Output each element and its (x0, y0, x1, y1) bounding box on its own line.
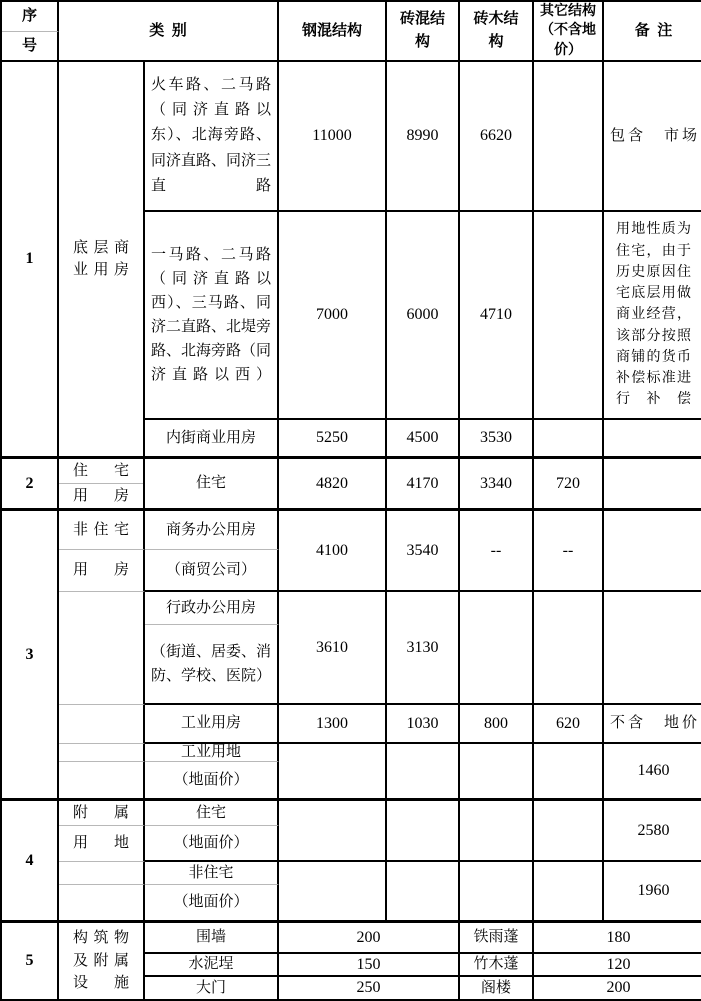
cell-s3a-category-line2: （商贸公司） (145, 550, 279, 592)
cell-s5-serial: 5 (2, 923, 59, 999)
cell-s1b-remark (604, 212, 701, 420)
header-steel-concrete: 钢混结构 (279, 2, 387, 62)
cell-s5r1-category2: 铁雨蓬 (460, 923, 534, 954)
cell-s2-group (59, 459, 145, 511)
cell-s3b-remark-empty (604, 592, 701, 705)
cell-s3d-steel-empty (279, 744, 387, 801)
cell-s5r3-category2: 阁楼 (460, 977, 534, 999)
cell-s3c-steel: 1300 (279, 705, 387, 744)
s4-group-line2-text: 用地 (73, 835, 129, 852)
cell-s4b-category-line1: 非住宅 (145, 862, 279, 885)
cell-s3c-category: 工业用房 (145, 705, 279, 744)
s2-group-line2 (59, 484, 143, 508)
s1b-remark-text: 用地性质为住宅，由于历史原因住宅底层用做商业经营，该部分按照商铺的货币补偿标准进行补偿 (616, 222, 691, 408)
cell-s4a-brick-wood-empty (460, 801, 534, 862)
cell-s5r2-value2: 120 (534, 954, 701, 977)
cell-s1c-brick-wood: 3530 (460, 420, 534, 459)
cell-s3b-steel: 3610 (279, 592, 387, 705)
s5-group-text: 构筑物及附属设施 (73, 930, 129, 992)
cell-s1c-other-empty (534, 420, 604, 459)
header-remark-label: 备注 (634, 22, 680, 39)
header-other-structure: 其它结构（不含地价） (534, 2, 604, 62)
cell-s1-serial: 1 (2, 62, 59, 459)
cell-s4-group-empty1 (59, 862, 145, 885)
cell-s3a-category-line1: 商务办公用房 (145, 511, 279, 550)
cell-s3-group-line2 (59, 550, 145, 592)
s1b-category-text: 一马路、二马路（同济直路以西）、三马路、同济二直路、北堤旁路、北海旁路（同济直路以西） (151, 247, 272, 383)
s3c-remark-text: 不含 地价 (610, 715, 697, 732)
cell-s4a-other-empty (534, 801, 604, 862)
cell-s1b-steel: 7000 (279, 212, 387, 420)
s2-group-line1 (59, 459, 143, 484)
cell-s3b-brick-wood-empty (460, 592, 534, 705)
cell-s1b-category (145, 212, 279, 420)
cell-s2-other: 720 (534, 459, 604, 511)
cell-s3-group-empty1 (59, 592, 145, 705)
cell-s1c-brick-concrete: 4500 (387, 420, 460, 459)
cell-s5r1-value2: 180 (534, 923, 701, 954)
cell-s1c-category: 内街商业用房 (145, 420, 279, 459)
s1a-category-text: 火车路、二马路（同济直路以东）、北海旁路、同济直路、同济三直路 (151, 77, 272, 194)
cell-s5r2-category2: 竹木蓬 (460, 954, 534, 977)
cell-s4-group-empty2 (59, 885, 145, 923)
cell-s1a-steel: 11000 (279, 62, 387, 212)
header-category-label: 类别 (149, 22, 195, 39)
cell-s3d-category-line1: 工业用地 (145, 744, 279, 762)
cell-s5-group (59, 923, 145, 999)
cell-s4a-steel-empty (279, 801, 387, 862)
cell-s3b-category-line1: 行政办公用房 (145, 592, 279, 625)
header-remark (604, 2, 701, 62)
cell-s3a-brick-wood: -- (460, 511, 534, 592)
s4-group-line1-text: 附属 (73, 804, 129, 821)
cell-s4-group-line2 (59, 826, 145, 862)
cell-s3a-other: -- (534, 511, 604, 592)
cell-s3-serial: 3 (2, 511, 59, 801)
cell-s1-group (59, 62, 145, 459)
cell-s3d-brick-concrete-empty (387, 744, 460, 801)
cell-s4a-brick-concrete-empty (387, 801, 460, 862)
cell-s3d-brick-wood-empty (460, 744, 534, 801)
cell-s1a-remark (604, 62, 701, 212)
s2-group-line1-text: 住宅 (73, 462, 129, 479)
cell-s3c-other: 620 (534, 705, 604, 744)
cell-s5r3-category: 大门 (145, 977, 279, 999)
cell-s1b-brick-concrete: 6000 (387, 212, 460, 420)
cell-s5r2-category: 水泥埕 (145, 954, 279, 977)
cell-s2-serial: 2 (2, 459, 59, 511)
cell-s4-group-line1 (59, 801, 145, 826)
cell-s1a-brick-wood: 6620 (460, 62, 534, 212)
cell-s5r3-value2: 200 (606, 979, 631, 996)
cell-s4b-steel-empty (279, 862, 387, 923)
cell-s3-group-empty2 (59, 705, 145, 744)
cell-s1a-category (145, 62, 279, 212)
cell-s3b-brick-concrete: 3130 (387, 592, 460, 705)
cell-s3a-remark-empty (604, 511, 701, 592)
cell-s2-brick-wood: 3340 (460, 459, 534, 511)
cell-s3a-brick-concrete: 3540 (387, 511, 460, 592)
cell-s2-remark-empty (604, 459, 701, 511)
cell-s5r1-category: 围墙 (145, 923, 279, 954)
cell-s3a-steel: 4100 (279, 511, 387, 592)
s3-group-line2-text: 用房 (73, 562, 129, 579)
s3b-category-line2-text: （街道、居委、消防、学校、医院） (151, 644, 272, 684)
cell-s2-steel: 4820 (279, 459, 387, 511)
cell-s3-group-line1 (59, 511, 145, 550)
header-category (59, 2, 279, 62)
cell-s4b-remark: 1960 (604, 862, 701, 923)
cell-s4b-brick-concrete-empty (387, 862, 460, 923)
cell-s4b-brick-wood-empty (460, 862, 534, 923)
cell-s5r1-value: 200 (279, 923, 460, 954)
cell-s3c-brick-wood: 800 (460, 705, 534, 744)
header-brick-wood: 砖木结构 (460, 2, 534, 62)
cell-s3b-category-line2 (145, 625, 279, 705)
cell-s3b-other-empty (534, 592, 604, 705)
cell-s1b-brick-wood: 4710 (460, 212, 534, 420)
header-serial-bottom: 号 (2, 32, 59, 62)
cell-s3d-category-line2: （地面价） (145, 762, 279, 801)
cell-s1c-remark-empty (604, 420, 701, 459)
cell-s3c-remark (604, 705, 701, 744)
s3-group-line1-text: 非住宅 (73, 521, 129, 538)
cell-s4b-other-empty (534, 862, 604, 923)
s1a-remark-text: 包含 市场 (610, 127, 697, 144)
cell-s3c-brick-concrete: 1030 (387, 705, 460, 744)
cell-s5r3-value: 250 (279, 977, 460, 999)
cell-s3d-remark: 1460 (604, 744, 701, 801)
cell-s3-group-empty4 (59, 762, 145, 801)
cell-s4-serial: 4 (2, 801, 59, 923)
cell-s2-brick-concrete: 4170 (387, 459, 460, 511)
s2-group-line2-text: 用房 (73, 487, 129, 504)
cell-s4a-remark: 2580 (604, 801, 701, 862)
cell-s3-group-empty3 (59, 744, 145, 762)
cell-s4a-category-line1: 住宅 (145, 801, 279, 826)
cell-s2-category: 住宅 (145, 459, 279, 511)
header-serial-top: 序 (2, 2, 59, 32)
cell-s1a-other-empty (534, 62, 604, 212)
cell-s1b-other-empty (534, 212, 604, 420)
cell-s4a-category-line2: （地面价） (145, 826, 279, 862)
cell-s5r2-value: 150 (279, 954, 460, 977)
cell-s1a-brick-concrete: 8990 (387, 62, 460, 212)
s1-group-text: 底层商业用房 (73, 239, 129, 278)
cell-s1c-steel: 5250 (279, 420, 387, 459)
header-brick-concrete: 砖混结构 (387, 2, 460, 62)
cell-s4b-category-line2: （地面价） (145, 885, 279, 923)
cell-s3d-other-empty (534, 744, 604, 801)
